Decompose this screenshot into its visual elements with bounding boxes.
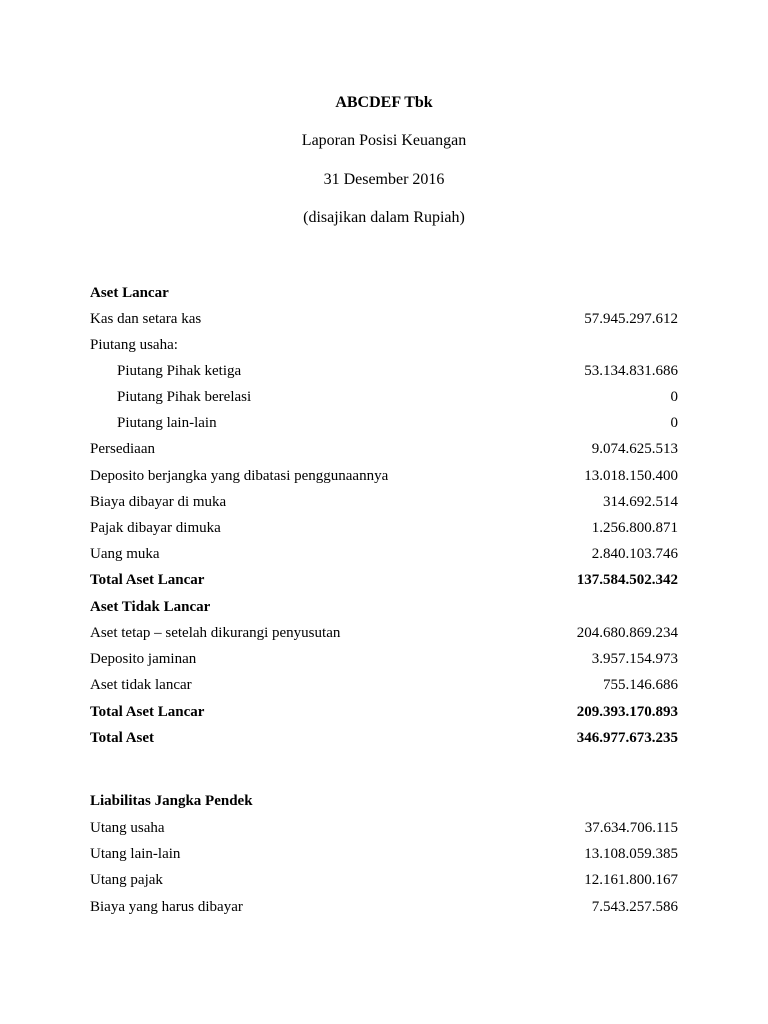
- row-value: 53.134.831.686: [584, 363, 678, 379]
- row-label: Deposito berjangka yang dibatasi penggunaannya: [90, 468, 389, 484]
- row-label: Total Aset Lancar: [90, 572, 205, 588]
- report-title: Laporan Posisi Keuangan: [301, 132, 467, 149]
- row-label: Aset Tidak Lancar: [90, 599, 211, 615]
- section-row: [90, 728, 678, 748]
- line-item-row: [90, 518, 678, 538]
- line-item-row: [90, 361, 678, 381]
- row-value: 57.945.297.612: [584, 311, 678, 327]
- row-label: Aset tetap – setelah dikurangi penyusutan: [90, 625, 341, 641]
- row-label: Aset Lancar: [90, 285, 169, 301]
- row-label: Utang pajak: [90, 872, 163, 888]
- row-label: Persediaan: [90, 441, 155, 457]
- row-value: 314.692.514: [603, 494, 678, 510]
- row-label: Deposito jaminan: [90, 651, 197, 667]
- company-name: ABCDEF Tbk: [335, 94, 433, 111]
- row-value: 137.584.502.342: [576, 572, 678, 588]
- row-value: 204.680.869.234: [576, 625, 678, 641]
- row-label: Total Aset: [90, 730, 155, 746]
- row-value: 0: [670, 389, 678, 405]
- line-item-row: [90, 387, 678, 407]
- report-unit: (disajikan dalam Rupiah): [303, 209, 465, 226]
- section-row: [90, 791, 678, 811]
- row-value: 7.543.257.586: [591, 899, 678, 915]
- row-label: Piutang lain-lain: [117, 415, 217, 431]
- row-label: Utang lain-lain: [90, 846, 181, 862]
- line-item-row: [90, 897, 678, 917]
- row-value: 3.957.154.973: [591, 651, 678, 667]
- line-item-row: [90, 413, 678, 433]
- line-item-row: [90, 818, 678, 838]
- report-date: 31 Desember 2016: [323, 171, 445, 188]
- line-item-row: [90, 649, 678, 669]
- row-value: 346.977.673.235: [576, 730, 678, 746]
- row-value: 755.146.686: [603, 677, 678, 693]
- row-value: 209.393.170.893: [576, 704, 678, 720]
- row-value: 13.108.059.385: [584, 846, 678, 862]
- line-item-row: [90, 844, 678, 864]
- line-item-row: [90, 439, 678, 459]
- row-label: Biaya yang harus dibayar: [90, 899, 243, 915]
- row-value: 0: [670, 415, 678, 431]
- row-value: 12.161.800.167: [584, 872, 678, 888]
- line-item-row: [90, 466, 678, 486]
- row-label: Piutang Pihak berelasi: [117, 389, 252, 405]
- line-item-row: [90, 309, 678, 329]
- line-item-row: [90, 870, 678, 890]
- row-value: 9.074.625.513: [591, 441, 678, 457]
- line-item-row: [90, 544, 678, 564]
- row-label: Kas dan setara kas: [90, 311, 202, 327]
- row-label: Total Aset Lancar: [90, 704, 205, 720]
- row-label: Liabilitas Jangka Pendek: [90, 793, 253, 809]
- row-label: Utang usaha: [90, 820, 165, 836]
- row-label: Uang muka: [90, 546, 160, 562]
- section-row: [90, 702, 678, 722]
- row-value: 37.634.706.115: [584, 820, 678, 836]
- line-item-row: [90, 623, 678, 643]
- row-label: Pajak dibayar dimuka: [90, 520, 221, 536]
- row-value: 2.840.103.746: [591, 546, 678, 562]
- row-value: 1.256.800.871: [591, 520, 678, 536]
- row-label: Biaya dibayar di muka: [90, 494, 227, 510]
- section-row: [90, 570, 678, 590]
- row-value: 13.018.150.400: [584, 468, 678, 484]
- row-label: Piutang usaha:: [90, 337, 178, 353]
- section-row: [90, 283, 678, 303]
- line-item-row: [90, 335, 678, 355]
- line-item-row: [90, 675, 678, 695]
- row-label: Piutang Pihak ketiga: [117, 363, 242, 379]
- line-item-row: [90, 492, 678, 512]
- row-label: Aset tidak lancar: [90, 677, 192, 693]
- section-row: [90, 597, 678, 617]
